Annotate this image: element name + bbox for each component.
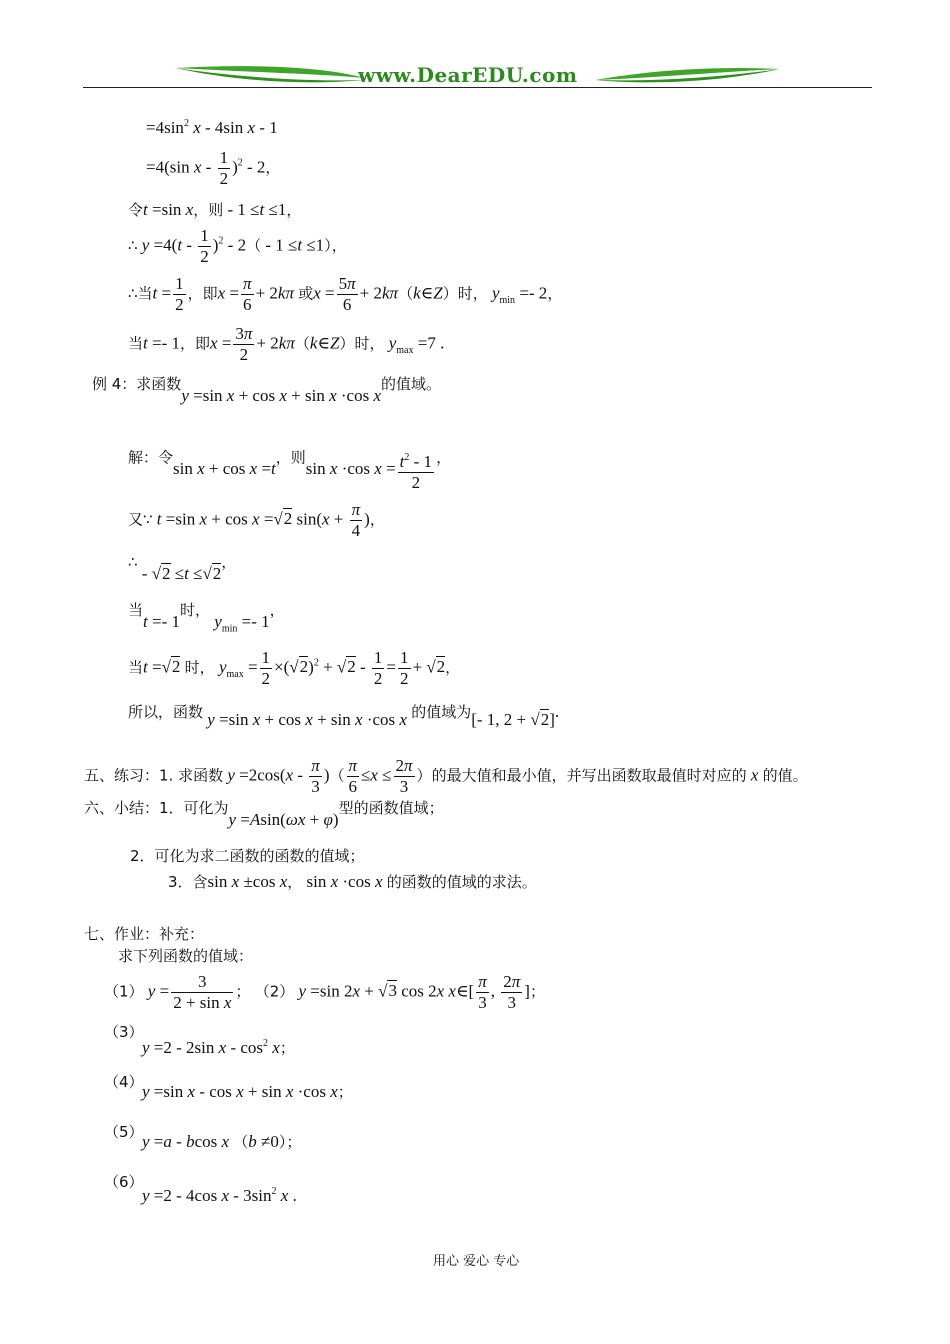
homework-item-4: （4） [104,1073,144,1091]
step-line-5: ∴当t = $\frac{1}{2}$ ，即x = $\frac{\pi}{6}$ + 2kπ 或x = $\frac{5\pi}{6}$ + 2kπ（k∈Z）时， $y_{min} =- 2$， [128,274,563,314]
solution-line-4: 当t =- 1时， $y_{min} =- 1$， [128,601,285,635]
header-rule [83,87,872,88]
solution-line-2: 又∵ t =sin x + cos x =√2 sin(x + $\frac{\pi}{4}$ )， [128,500,385,540]
summary-item-2: 2．可化为求二函数的函数的值域； [130,847,365,865]
homework-item-3: （3） [104,1023,144,1041]
homework-item-4-expr: y =sin x - cos x + sin x ·cos x； [142,1082,353,1101]
footer-text: 用心 爱心 专心 [433,1254,520,1269]
homework-prompt: 求下列函数的值域： [118,947,254,965]
homework-item-5-expr: y =a - bcos x （b ≠0）； [142,1132,302,1151]
homework-item-6: （6） [104,1173,144,1191]
example-4: 例 4：求函数y =sin x + cos x + sin x ·cos x的值域。 [92,375,442,405]
homework-item-6-expr: y =2 - 4cos x - $3\sin^2$ x . [142,1186,297,1205]
section-5-exercise: 五、练习：1. 求函数 y =2cos(x - $\frac{\pi}{3}$ )（ $\frac{\pi}{6}$ ≤x ≤ $\frac{2\pi}{3}$ ）的最大值和最小值，并写出函数取最值时对应的 x 的值。 [84,756,808,796]
homework-item-3-expr: y =2 - 2sin x - $\cos^2 x$； [142,1038,295,1057]
solution-line-5: 当t =√2 时， $y_{max}$ = $\frac{1}{2}$ $\times(√2)^2 + √2$ - $\frac{1}{2}$ = $\frac{1}{2}$ + √2， [128,648,461,688]
step-line-4: ∴ y =4(t - $\frac{1}{2}$ )$^2$ - 2（ - 1 ≤t ≤1）， [128,226,347,266]
step-line-2: =4(sin x - $\frac{1}{2}$ )$^2$ - 2， [146,148,281,188]
step-line-3: 令t =sin x，则 - 1 ≤t ≤1， [128,200,302,219]
homework-item-1-2: （1） y = $\frac{3}{\text{2 + sin x}}$ ； （2） y =sin 2x + √3 cos 2x x∈[ $\frac{\pi}{3}$ , $\frac{2\pi}{3}$ ]； [104,972,545,1012]
section-6-summary: 六、小结：1．可化为y =Asin(ωx + φ)型的函数值域； [84,799,444,829]
homework-item-5: （5） [104,1123,144,1141]
section-7-homework: 七、作业：补充： [84,925,205,943]
summary-item-3: 3．含sin x ±cos x， sin x ·cos x 的函数的值域的求法。 [168,872,537,891]
solution-line-1: 解：令sin x + cos x =t，则sin x ·cos x = $\frac{t^2 - 1}{2}$ ， [128,448,452,492]
solution-line-3: ∴ - √2 ≤t ≤√2， [128,553,237,583]
step-line-6: 当t =- 1，即x = $\frac{3\pi}{2}$ + 2kπ（k∈Z）时， $y_{max} =7$ . [128,324,445,364]
solution-line-6: 所以，函数 y =sin x + cos x + sin x ·cos x 的值域为[- 1, 2 + √2]. [128,702,560,729]
step-line-1: $=4\sin^2$ x - 4sin x - 1 [146,118,278,137]
header-site-logo[interactable]: www.DearEDU.com [358,63,578,87]
